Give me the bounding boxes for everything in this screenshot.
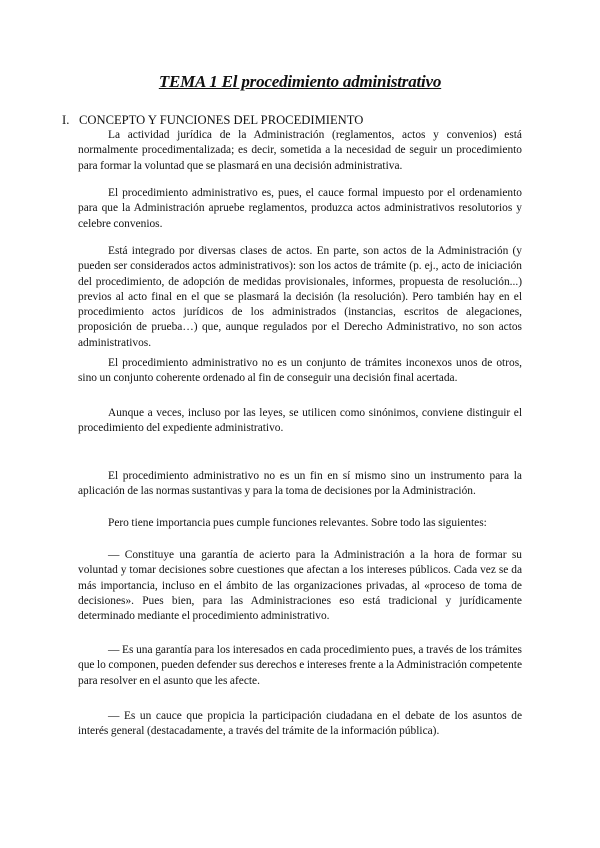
paragraph-5: Aunque a veces, incluso por las leyes, se utilicen como sinónimos, conviene distinguir el procedimiento del expediente administrativo. <box>78 407 522 435</box>
paragraph-6: El procedimiento administrativo no es un fin en sí mismo sino un instrumento para la aplicación de las normas sustantivas y para la toma de decisiones por la Administración. <box>78 470 522 498</box>
paragraph-10-bullet: — Es un cauce que propicia la participación ciudadana en el debate de los asuntos de interés general (destacadamente, a través del trámite de la información pública). <box>78 710 522 738</box>
section-heading <box>62 113 363 128</box>
paragraph-3: Está integrado por diversas clases de actos. En parte, son actos de la Administración (y pueden ser considerados actos administrativos): son los actos de trámite (p. ej., acto de iniciación del procedimiento, de adopción de medidas provisionales, informes, propuesta de resolución...) previos al acto final en el que se plasmará la decisión (la resolución). Pero también hay en el procedimiento actos jurídicos de los administrados (instancias, escritos de alegaciones, proposición de prueba…) que, aunque regulados por el Derecho Administrativo, no son actos administrativos. <box>78 245 522 349</box>
paragraph-4: El procedimiento administrativo no es un conjunto de trámites inconexos unos de otros, sino un conjunto coherente ordenado al fin de conseguir una decisión final acertada. <box>78 357 522 385</box>
paragraph-1: La actividad jurídica de la Administración (reglamentos, actos y convenios) está normalmente procedimentalizada; es decir, sometida a la necesidad de seguir un procedimiento para formar la voluntad que se plasmará en una decisión administrativa. <box>78 129 522 172</box>
paragraph-9-bullet: — Es una garantía para los interesados en cada procedimiento pues, a través de los trámites que lo componen, pueden defender sus derechos e intereses frente a la Administración competente para resolver en el asunto que les afecte. <box>78 644 522 687</box>
paragraph-2: El procedimiento administrativo es, pues, el cauce formal impuesto por el ordenamiento para que la Administración apruebe reglamentos, produzca actos administrativos resolutorios y celebre convenios. <box>78 187 522 230</box>
paragraph-7: Pero tiene importancia pues cumple funciones relevantes. Sobre todo las siguientes: <box>108 517 487 529</box>
document-title: TEMA 1 El procedimiento administrativo <box>158 72 442 91</box>
section-number: I. <box>62 113 70 127</box>
paragraph-8-bullet: — Constituye una garantía de acierto para la Administración a la hora de formar su voluntad y tomar decisiones sobre cuestiones que afectan a los intereses públicos. Cada vez se da más importancia, incluso en el ámbito de las organizaciones privadas, al «proceso de toma de decisiones». Pues bien, para las Administraciones eso está tradicional y jurídicamente determinado mediante el procedimiento administrativo. <box>78 549 522 623</box>
section-title: CONCEPTO Y FUNCIONES DEL PROCEDIMIENTO <box>79 113 364 127</box>
